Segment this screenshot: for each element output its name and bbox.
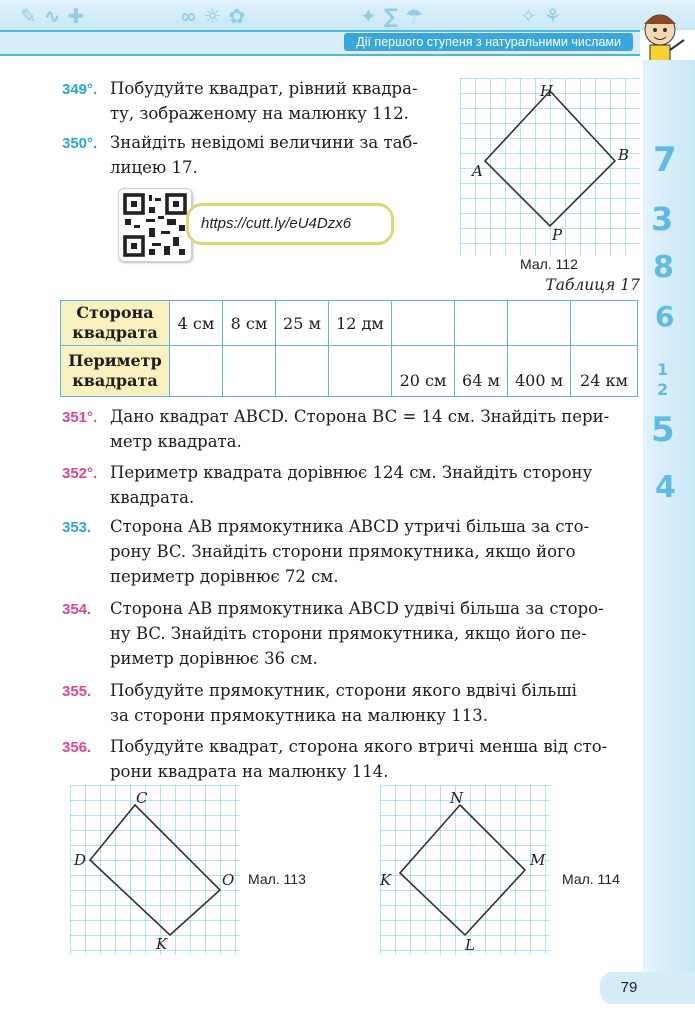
- problem-number: 355.: [62, 683, 92, 700]
- vertex-label-d: D: [74, 851, 87, 869]
- chapter-title: Дії першого ступеня з натуральними числами: [344, 33, 633, 51]
- problem-355: [62, 678, 577, 704]
- top-decorative-band: [0, 0, 695, 30]
- problem-text-line: Побудуйте квадрат, сторона якого втричі менша від сто-: [110, 737, 608, 756]
- vertex-label-p: P: [552, 226, 563, 244]
- math-doodle-icon: ✧ ⚘: [520, 4, 562, 28]
- vertex-label-l: L: [465, 936, 475, 954]
- row-header: Периметр квадрата: [61, 346, 170, 397]
- table-cell: [170, 346, 223, 397]
- problem-text-line: рону BC. Знайдіть сторони прямокутника, якщо його: [110, 542, 576, 561]
- table-cell: 24 км: [571, 346, 638, 397]
- digit-doodle-icon: 6: [655, 300, 675, 333]
- row-header: Сторона квадрата: [61, 301, 170, 346]
- vertex-label-c: C: [136, 789, 148, 807]
- table-cell: 400 м: [508, 346, 571, 397]
- problem-text-line: риметр дорівнює 36 см.: [110, 649, 318, 668]
- vertex-label-k: K: [156, 935, 168, 953]
- problem-text-line: Побудуйте квадрат, рівний квадра-: [110, 79, 418, 98]
- figure-112: [460, 78, 640, 256]
- page-number: 79: [600, 972, 658, 1004]
- grid: [460, 78, 640, 256]
- figure-113: [70, 785, 240, 955]
- vertex-label-n: N: [450, 789, 464, 807]
- problem-text-line: лицею 17.: [110, 158, 198, 177]
- problem-text-line: Дано квадрат ABCD. Сторона BC = 14 см. Знайдіть пери-: [110, 407, 610, 426]
- vertex-label-k: K: [380, 871, 392, 889]
- figure-caption: Мал. 112: [520, 256, 578, 272]
- digit-doodle-icon: 5: [651, 410, 675, 450]
- math-doodle-icon: ✦ ∑ ☂: [360, 4, 423, 28]
- problem-text-line: Сторона AB прямокутника ABCD удвічі більша за сторо-: [110, 599, 604, 618]
- table-cell: 25 м: [276, 301, 329, 346]
- problem-356: [62, 734, 607, 760]
- figure-caption: Мал. 114: [562, 871, 620, 887]
- problem-text-line: ту, зображеному на малюнку 112.: [110, 104, 409, 123]
- problem-text-line: Сторона AB прямокутника ABCD утричі більша за сто-: [110, 517, 590, 536]
- table-cell: 20 см: [392, 346, 455, 397]
- table-cell: [276, 346, 329, 397]
- digit-doodle-icon: 1: [657, 360, 669, 379]
- problem-text-line: ну BC. Знайдіть сторони прямокутника, якщо його пе-: [110, 624, 587, 643]
- problem-number: 349°.: [62, 81, 98, 98]
- side-decorative-band: [643, 60, 695, 990]
- problem-text-line: периметр дорівнює 72 см.: [110, 567, 339, 586]
- problem-text-line: за сторони прямокутника на малюнку 113.: [110, 706, 488, 725]
- digit-doodle-icon: 8: [653, 250, 674, 285]
- table-cell: 64 м: [455, 346, 508, 397]
- figure-114: [380, 785, 550, 955]
- vertex-label-h: H: [540, 82, 554, 100]
- table-cell: [508, 301, 571, 346]
- grid: [70, 785, 240, 955]
- problem-text-line: метр квадрата.: [110, 432, 242, 451]
- table-caption: Таблиця 17: [545, 276, 640, 294]
- digit-doodle-icon: 2: [657, 380, 669, 399]
- vertex-label-b: B: [618, 146, 630, 164]
- table-cell: [329, 346, 392, 397]
- problem-number: 354.: [62, 601, 92, 618]
- table-row: [61, 301, 638, 346]
- table-cell: 4 см: [170, 301, 223, 346]
- math-doodle-icon: ✎ ∿ ✚: [20, 4, 85, 28]
- digit-doodle-icon: 4: [655, 470, 676, 505]
- digit-doodle-icon: 3: [651, 200, 674, 238]
- problem-text-line: Побудуйте прямокутник, сторони якого вдвічі більші: [110, 681, 577, 700]
- table-cell: [571, 301, 638, 346]
- problem-text-line: Знайдіть невідомі величини за таб-: [110, 133, 418, 152]
- problem-351: [62, 404, 609, 430]
- table-cell: 12 дм: [329, 301, 392, 346]
- problem-number: 353.: [62, 519, 92, 536]
- vertex-label-a: A: [472, 162, 483, 180]
- problem-text-line: квадрата.: [110, 488, 195, 507]
- problem-number: 352°.: [62, 465, 98, 482]
- table-row: [61, 346, 638, 397]
- vertex-label-m: M: [530, 851, 546, 869]
- problem-number: 351°.: [62, 409, 98, 426]
- problem-text-line: Периметр квадрата дорівнює 124 см. Знайдіть сторону: [110, 463, 593, 482]
- table-cell: [392, 301, 455, 346]
- qr-code[interactable]: [118, 188, 192, 262]
- table-17: [60, 300, 638, 397]
- table-cell: [455, 301, 508, 346]
- table-cell: 8 см: [223, 301, 276, 346]
- table-cell: [223, 346, 276, 397]
- problem-number: 356.: [62, 739, 92, 756]
- problem-354: [62, 596, 604, 622]
- problem-349: [62, 76, 418, 102]
- problem-number: 350°.: [62, 135, 98, 152]
- problem-353: [62, 514, 589, 540]
- qr-code-icon: [119, 189, 191, 261]
- problem-350: [62, 130, 418, 156]
- vertex-label-o: O: [222, 871, 235, 889]
- figure-caption: Мал. 113: [248, 871, 306, 887]
- problem-352: [62, 460, 592, 486]
- math-doodle-icon: ∞ ☼ ✿: [180, 4, 246, 28]
- resource-link[interactable]: https://cutt.ly/eU4Dzx6: [186, 203, 394, 245]
- digit-doodle-icon: 7: [653, 140, 677, 180]
- problem-text-line: рони квадрата на малюнку 114.: [110, 762, 389, 781]
